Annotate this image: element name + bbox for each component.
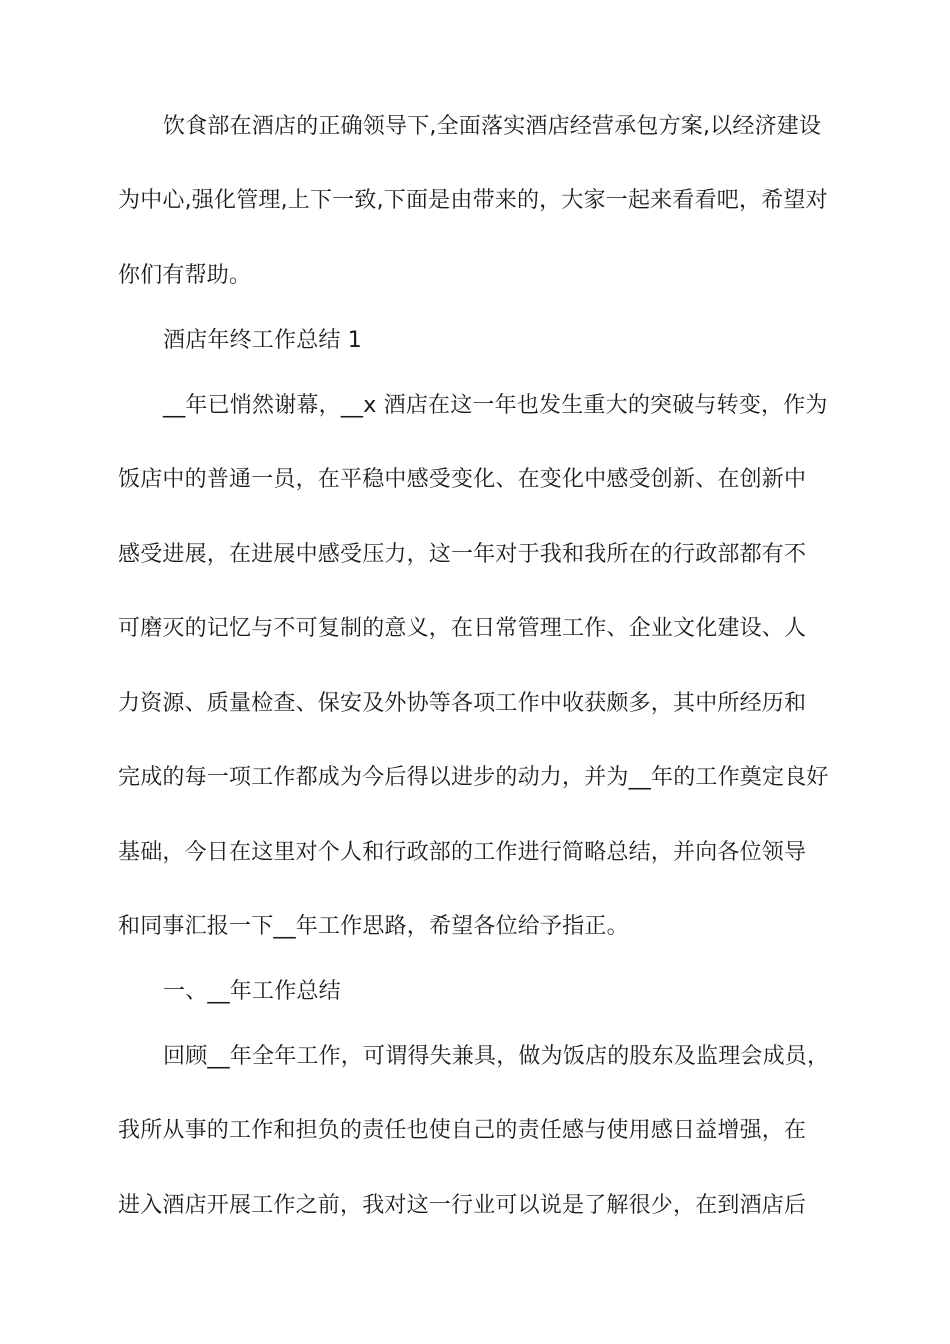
paragraph-line: 回顾__年全年工作，可谓得失兼具，做为饭店的股东及监理会成员， [163, 1044, 830, 1069]
paragraph-line: __年已悄然谢幕，__x 酒店在这一年也发生重大的突破与转变，作为 [163, 393, 828, 418]
intro-line: 饮食部在酒店的正确领导下,全面落实酒店经营承包方案,以经济建设 [163, 114, 822, 139]
paragraph-line: 基础，今日在这里对个人和行政部的工作进行简略总结，并向各位领导 [118, 840, 807, 865]
paragraph-line: 我所从事的工作和担负的责任也使自己的责任感与使用感日益增强，在 [118, 1118, 807, 1143]
paragraph-line: 可磨灭的记忆与不可复制的意义，在日常管理工作、企业文化建设、人 [118, 616, 807, 641]
intro-line: 你们有帮助。 [118, 263, 252, 288]
paragraph-line: 进入酒店开展工作之前，我对这一行业可以说是了解很少，在到酒店后 [118, 1193, 807, 1218]
section-heading-2: 一、__年工作总结 [163, 979, 341, 1004]
paragraph-line: 饭店中的普通一员，在平稳中感受变化、在变化中感受创新、在创新中 [118, 467, 807, 492]
paragraph-line: 感受进展，在进展中感受压力，这一年对于我和我所在的行政部都有不 [118, 542, 807, 567]
section-heading-1: 酒店年终工作总结 1 [163, 328, 362, 353]
paragraph-line: 和同事汇报一下__年工作思路，希望各位给予指正。 [118, 914, 629, 939]
intro-line: 为中心,强化管理,上下一致,下面是由带来的，大家一起来看看吧，希望对 [118, 188, 828, 213]
paragraph-line: 完成的每一项工作都成为今后得以进步的动力，并为__年的工作奠定良好 [118, 765, 829, 790]
paragraph-line: 力资源、质量检查、保安及外协等各项工作中收获颇多，其中所经历和 [118, 691, 807, 716]
